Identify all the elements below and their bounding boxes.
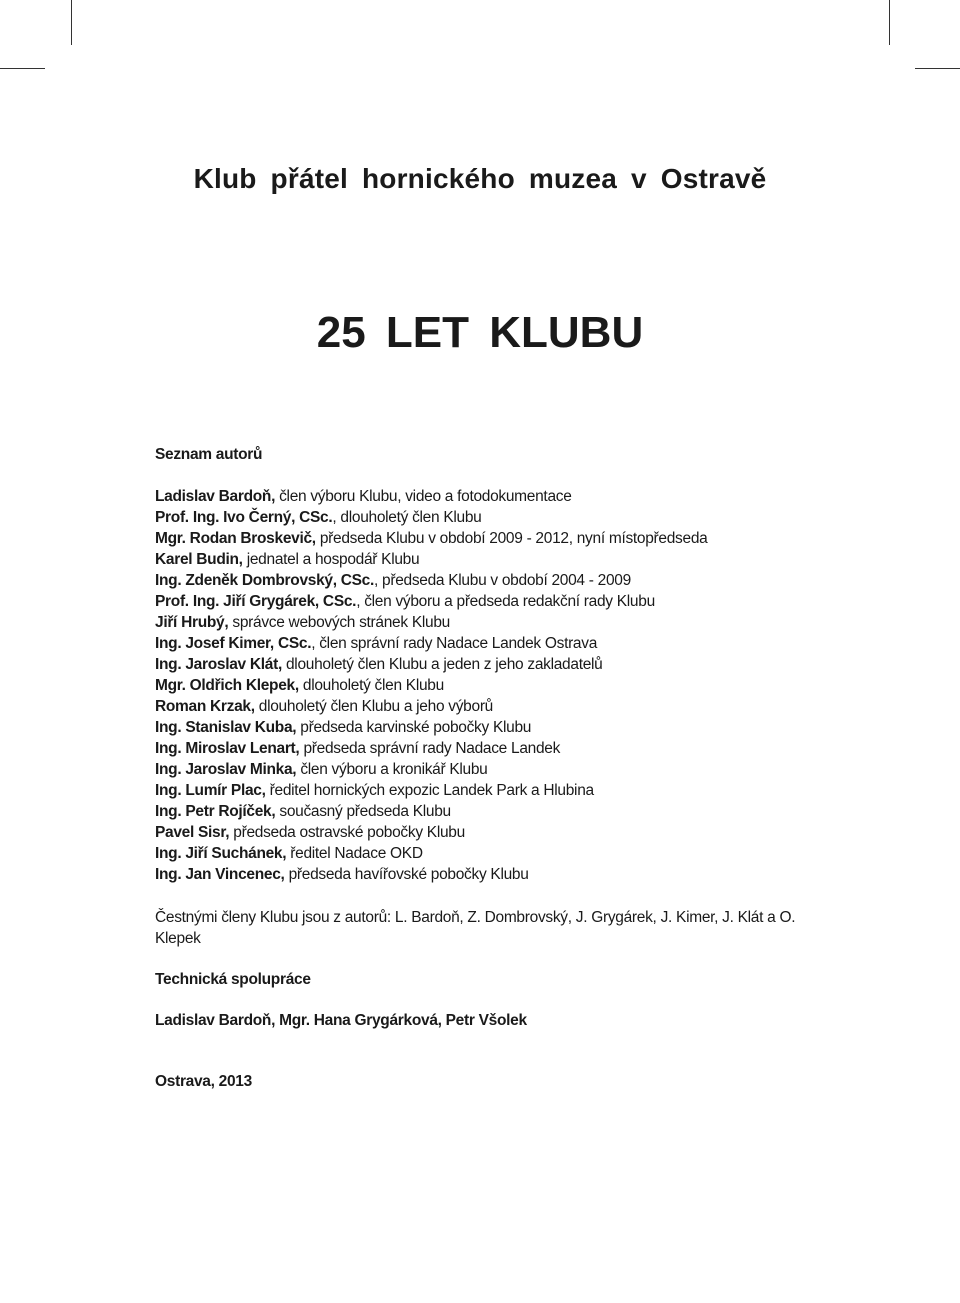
author-row xyxy=(155,528,835,549)
author-row xyxy=(155,633,835,654)
author-row xyxy=(155,696,835,717)
author-row xyxy=(155,759,835,780)
author-row xyxy=(155,507,835,528)
author-row xyxy=(155,717,835,738)
author-role: předseda správní rady Nadace Landek xyxy=(299,740,561,757)
author-row xyxy=(155,675,835,696)
author-role: , člen správní rady Nadace Landek Ostrava xyxy=(311,635,598,652)
technical-heading: Technická spolupráce xyxy=(155,971,311,988)
author-role: člen výboru a kronikář Klubu xyxy=(296,761,488,778)
author-name: Ing. Jiří Suchánek, xyxy=(155,845,287,862)
crop-mark-top-right xyxy=(889,0,890,45)
author-role: , dlouholetý člen Klubu xyxy=(332,509,482,526)
author-row xyxy=(155,843,835,864)
place-year: Ostrava, 2013 xyxy=(155,1073,252,1090)
author-role: , předseda Klubu v období 2004 - 2009 xyxy=(374,572,631,589)
author-name: Roman Krzak, xyxy=(155,698,255,715)
author-role: předseda ostravské pobočky Klubu xyxy=(229,824,465,841)
author-role: dlouholetý člen Klubu a jeden z jeho zakladatelů xyxy=(281,656,603,673)
author-name: Ing. Petr Rojíček, xyxy=(155,803,276,820)
author-row xyxy=(155,801,835,822)
author-row xyxy=(155,822,835,843)
technical-names: Ladislav Bardoň, Mgr. Hana Grygárková, Petr Všolek xyxy=(155,1012,527,1029)
author-row xyxy=(155,738,835,759)
author-role: , člen výboru a předseda redakční rady Klubu xyxy=(356,593,655,610)
author-row xyxy=(155,612,835,633)
author-name: Mgr. Oldřich Klepek, xyxy=(155,677,299,694)
author-name: Prof. Ing. Ivo Černý, CSc. xyxy=(155,509,333,526)
crop-mark-right xyxy=(915,68,960,69)
author-name: Ing. Stanislav Kuba, xyxy=(155,719,297,736)
author-role: dlouholetý člen Klubu xyxy=(298,677,444,694)
author-name: Ing. Jaroslav Minka, xyxy=(155,761,297,778)
author-role: dlouholetý člen Klubu a jeho výborů xyxy=(254,698,493,715)
author-name: Karel Budin, xyxy=(155,551,243,568)
author-name: Ladislav Bardoň, xyxy=(155,488,276,505)
author-row xyxy=(155,570,835,591)
content xyxy=(155,444,835,1092)
crop-mark-left xyxy=(0,68,45,69)
author-role: současný předseda Klubu xyxy=(275,803,451,820)
honorary-members-text: Čestnými členy Klubu jsou z autorů: L. Bardoň, Z. Dombrovský, J. Grygárek, J. Kimer, J. Klát a O. Klepek xyxy=(155,909,796,947)
author-name: Pavel Sisr, xyxy=(155,824,230,841)
author-row xyxy=(155,591,835,612)
authors-heading: Seznam autorů xyxy=(155,446,263,463)
author-name: Ing. Zdeněk Dombrovský, CSc. xyxy=(155,572,374,589)
author-name: Ing. Jaroslav Klát, xyxy=(155,656,282,673)
organization-title: Klub přátel hornického muzea v Ostravě xyxy=(193,163,767,194)
author-name: Ing. Lumír Plac, xyxy=(155,782,266,799)
author-row xyxy=(155,549,835,570)
author-name: Ing. Miroslav Lenart, xyxy=(155,740,300,757)
author-role: jednatel a hospodář Klubu xyxy=(242,551,420,568)
author-row xyxy=(155,654,835,675)
author-role: předseda karvinské pobočky Klubu xyxy=(296,719,532,736)
author-role: předseda havířovské pobočky Klubu xyxy=(284,866,529,883)
author-name: Jiří Hrubý, xyxy=(155,614,229,631)
crop-mark-top-left xyxy=(71,0,72,45)
author-name: Prof. Ing. Jiří Grygárek, CSc. xyxy=(155,593,357,610)
author-name: Ing. Jan Vincenec, xyxy=(155,866,285,883)
author-name: Ing. Josef Kimer, CSc. xyxy=(155,635,312,652)
author-role: správce webových stránek Klubu xyxy=(228,614,450,631)
author-name: Mgr. Rodan Broskevič, xyxy=(155,530,316,547)
author-row xyxy=(155,486,835,507)
author-role: ředitel Nadace OKD xyxy=(286,845,423,862)
page-title: 25 LET KLUBU xyxy=(316,308,644,357)
author-role: ředitel hornických expozic Landek Park a Hlubina xyxy=(265,782,594,799)
author-role: člen výboru Klubu, video a fotodokumentace xyxy=(275,488,572,505)
authors-list xyxy=(155,486,835,885)
author-row xyxy=(155,864,835,885)
author-row xyxy=(155,780,835,801)
author-role: předseda Klubu v období 2009 - 2012, nyní místopředseda xyxy=(315,530,708,547)
